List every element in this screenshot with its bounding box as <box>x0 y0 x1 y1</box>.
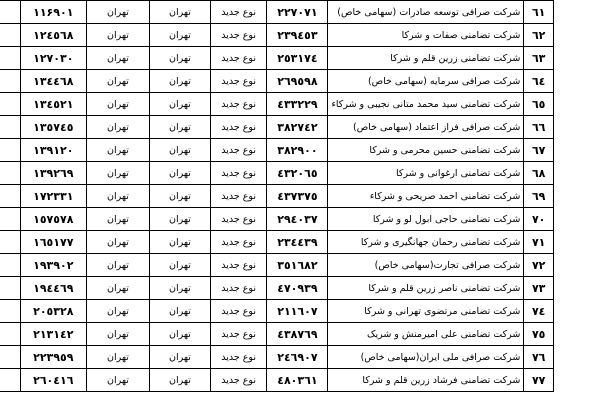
registration-date-cell <box>0 231 20 254</box>
company-type-cell: نوع جدید <box>210 208 267 231</box>
province-cell: تهران <box>86 162 149 185</box>
registration-date-cell <box>0 70 20 93</box>
table-row <box>0 1 554 24</box>
city-cell: تهران <box>150 277 211 300</box>
company-type-cell: نوع جدید <box>210 1 267 24</box>
row-number-cell: ٧١ <box>524 231 554 254</box>
table-row <box>0 323 554 346</box>
company-name-cell: شرکت تضامنی رحمان جهانگیری و شرکا <box>328 231 524 254</box>
registration-number-cell: ١٥٧٥٧٨ <box>20 208 86 231</box>
table-row <box>0 277 554 300</box>
national-id-cell: ٣٥١٦٨٢ <box>267 254 328 277</box>
row-number-cell: ٧٣ <box>524 277 554 300</box>
registration-date-cell <box>0 208 20 231</box>
company-name-cell: شرکت صرافی تجارت(سهامی خاص) <box>328 254 524 277</box>
city-cell: تهران <box>150 139 211 162</box>
province-cell: تهران <box>86 254 149 277</box>
registration-date-cell <box>0 300 20 323</box>
registration-number-cell: ١١۶٩٠١ <box>20 1 86 24</box>
province-cell: تهران <box>86 47 149 70</box>
national-id-cell: ٢٩٤٠٣٧ <box>267 208 328 231</box>
city-cell: تهران <box>150 116 211 139</box>
registration-date-cell <box>0 47 20 70</box>
company-name-cell: شرکت تضامنی صفات و شرکا <box>328 24 524 47</box>
province-cell: تهران <box>86 185 149 208</box>
city-cell: تهران <box>150 162 211 185</box>
row-number-cell: ٧٢ <box>524 254 554 277</box>
registration-number-cell: ١٢٧٠٣٠ <box>20 47 86 70</box>
company-name-cell: شرکت تضامنی حسین محرمی و شرکا <box>328 139 524 162</box>
company-name-cell: شرکت تضامنی علی امیرمنش و شریک <box>328 323 524 346</box>
city-cell: تهران <box>150 369 211 392</box>
row-number-cell: ٧٥ <box>524 323 554 346</box>
row-number-cell: ٦٦ <box>524 116 554 139</box>
row-number-cell: ٧٧ <box>524 369 554 392</box>
national-id-cell: ٢٥٣١٧٤ <box>267 47 328 70</box>
table-row <box>0 24 554 47</box>
company-type-cell: نوع جدید <box>210 93 267 116</box>
registration-number-cell: ١٣٩٢٦٩ <box>20 162 86 185</box>
company-name-cell: شرکت صرافی سرمایه (سهامی خاص) <box>328 70 524 93</box>
company-name-cell: شرکت صرافی ملی ایران(سهامی خاص) <box>328 346 524 369</box>
company-name-cell: شرکت تضامنی حاجی ابول لو و شرکا <box>328 208 524 231</box>
table-row <box>0 162 554 185</box>
national-id-cell: ٢١١٦٠٧ <box>267 300 328 323</box>
city-cell: تهران <box>150 323 211 346</box>
registration-number-cell: ١٣٤٤٦٨ <box>20 70 86 93</box>
registration-number-cell: ١٣٤٥٢١ <box>20 93 86 116</box>
city-cell: تهران <box>150 300 211 323</box>
province-cell: تهران <box>86 70 149 93</box>
row-number-cell: ٦٤ <box>524 70 554 93</box>
national-id-cell: ٢٢٧٠٧١ <box>267 1 328 24</box>
company-name-cell: شرکت صرافی فراز اعتماد (سهامی خاص) <box>328 116 524 139</box>
registration-number-cell: ٢٢٣٩٥٩ <box>20 346 86 369</box>
row-number-cell: ٦٨ <box>524 162 554 185</box>
city-cell: تهران <box>150 231 211 254</box>
table-row <box>0 70 554 93</box>
registration-date-cell <box>0 139 20 162</box>
registration-number-cell: ٢٦٠٤١٦ <box>20 369 86 392</box>
province-cell: تهران <box>86 323 149 346</box>
row-number-cell: ٧٠ <box>524 208 554 231</box>
company-name-cell: شرکت تضامنی فرشاد زرین قلم و شرکا <box>328 369 524 392</box>
province-cell: تهران <box>86 369 149 392</box>
city-cell: تهران <box>150 1 211 24</box>
province-cell: تهران <box>86 116 149 139</box>
registration-date-cell <box>0 162 20 185</box>
registration-date-cell <box>0 1 20 24</box>
registration-number-cell: ١٧٢٣٣١ <box>20 185 86 208</box>
city-cell: تهران <box>150 24 211 47</box>
table-body <box>0 1 554 392</box>
company-name-cell: شرکت تضامنی مرتضوی تهرانی و شرکا <box>328 300 524 323</box>
table-row <box>0 47 554 70</box>
company-name-cell: شرکت تضامنی سید محمد متانی نجیبی و شرکاء <box>328 93 524 116</box>
company-type-cell: نوع جدید <box>210 254 267 277</box>
registration-number-cell: ٢٠٥٣٢٨ <box>20 300 86 323</box>
national-id-cell: ٤٨٠٣٦١ <box>267 369 328 392</box>
table-row <box>0 139 554 162</box>
city-cell: تهران <box>150 70 211 93</box>
province-cell: تهران <box>86 1 149 24</box>
province-cell: تهران <box>86 139 149 162</box>
province-cell: تهران <box>86 93 149 116</box>
national-id-cell: ٢٣٤٤٣٩ <box>267 231 328 254</box>
city-cell: تهران <box>150 185 211 208</box>
registration-date-cell <box>0 116 20 139</box>
company-type-cell: نوع جدید <box>210 116 267 139</box>
company-type-cell: نوع جدید <box>210 300 267 323</box>
company-type-cell: نوع جدید <box>210 24 267 47</box>
row-number-cell: ٧٦ <box>524 346 554 369</box>
province-cell: تهران <box>86 346 149 369</box>
national-id-cell: ٤٧٠٩٣٩ <box>267 277 328 300</box>
national-id-cell: ٢٦٩٥٩٨ <box>267 70 328 93</box>
national-id-cell: ٢٤٦٩٠٧ <box>267 346 328 369</box>
province-cell: تهران <box>86 300 149 323</box>
company-name-cell: شرکت تضامنی احمد صریحی و شرکاء <box>328 185 524 208</box>
national-id-cell: ٤٣٣٢٢٩ <box>267 93 328 116</box>
city-cell: تهران <box>150 208 211 231</box>
registration-number-cell: ٢١٣١٤٢ <box>20 323 86 346</box>
city-cell: تهران <box>150 254 211 277</box>
province-cell: تهران <box>86 24 149 47</box>
company-type-cell: نوع جدید <box>210 277 267 300</box>
city-cell: تهران <box>150 346 211 369</box>
national-id-cell: ٤٣٧٣٧٥ <box>267 185 328 208</box>
registration-number-cell: ١٦٥١٧٧ <box>20 231 86 254</box>
company-type-cell: نوع جدید <box>210 185 267 208</box>
company-name-cell: شرکت تضامنی ارغوانی و شرکا <box>328 162 524 185</box>
table-row <box>0 185 554 208</box>
row-number-cell: ٦٥ <box>524 93 554 116</box>
province-cell: تهران <box>86 231 149 254</box>
national-id-cell: ٤٣٢٠٦٥ <box>267 162 328 185</box>
table-row <box>0 300 554 323</box>
city-cell: تهران <box>150 47 211 70</box>
registration-date-cell <box>0 24 20 47</box>
row-number-cell: ٦٩ <box>524 185 554 208</box>
table-row <box>0 208 554 231</box>
table-row <box>0 346 554 369</box>
company-name-cell: شرکت تضامنی ناصر زرین قلم و شرکا <box>328 277 524 300</box>
registration-date-cell <box>0 277 20 300</box>
table-row <box>0 231 554 254</box>
province-cell: تهران <box>86 208 149 231</box>
company-type-cell: نوع جدید <box>210 369 267 392</box>
table-row <box>0 116 554 139</box>
row-number-cell: ٦٢ <box>524 24 554 47</box>
registration-number-cell: ١٩٤٤٦٩ <box>20 277 86 300</box>
row-number-cell: ٦٧ <box>524 139 554 162</box>
company-type-cell: نوع جدید <box>210 323 267 346</box>
registration-date-cell <box>0 254 20 277</box>
company-type-cell: نوع جدید <box>210 231 267 254</box>
row-number-cell: ٦٣ <box>524 47 554 70</box>
national-id-cell: ٢٣٩٤٥٣ <box>267 24 328 47</box>
company-type-cell: نوع جدید <box>210 346 267 369</box>
company-type-cell: نوع جدید <box>210 162 267 185</box>
registration-number-cell: ١٣٩١٢٠ <box>20 139 86 162</box>
national-id-cell: ٤٣٨٧٦٩ <box>267 323 328 346</box>
registration-date-cell <box>0 185 20 208</box>
company-name-cell: شرکت تضامنی زرین قلم و شرکا <box>328 47 524 70</box>
registration-number-cell: ١٩٣٩٠٢ <box>20 254 86 277</box>
company-name-cell: شرکت صرافی توسعه صادرات (سهامی خاص) <box>328 1 524 24</box>
registration-date-cell <box>0 323 20 346</box>
registration-date-cell <box>0 346 20 369</box>
table-row <box>0 93 554 116</box>
company-type-cell: نوع جدید <box>210 47 267 70</box>
table-row <box>0 369 554 392</box>
company-type-cell: نوع جدید <box>210 139 267 162</box>
company-type-cell: نوع جدید <box>210 70 267 93</box>
registration-date-cell <box>0 369 20 392</box>
table-row <box>0 254 554 277</box>
row-number-cell: ٧٤ <box>524 300 554 323</box>
registration-number-cell: ١٣٥٧٤٥ <box>20 116 86 139</box>
registration-number-cell: ١٢٤٥٦٨ <box>20 24 86 47</box>
row-number-cell: ٦١ <box>524 1 554 24</box>
national-id-cell: ٣٨٢٩٠٠ <box>267 139 328 162</box>
province-cell: تهران <box>86 277 149 300</box>
national-id-cell: ٣٨٢٧٤٢ <box>267 116 328 139</box>
registration-date-cell <box>0 93 20 116</box>
city-cell: تهران <box>150 93 211 116</box>
